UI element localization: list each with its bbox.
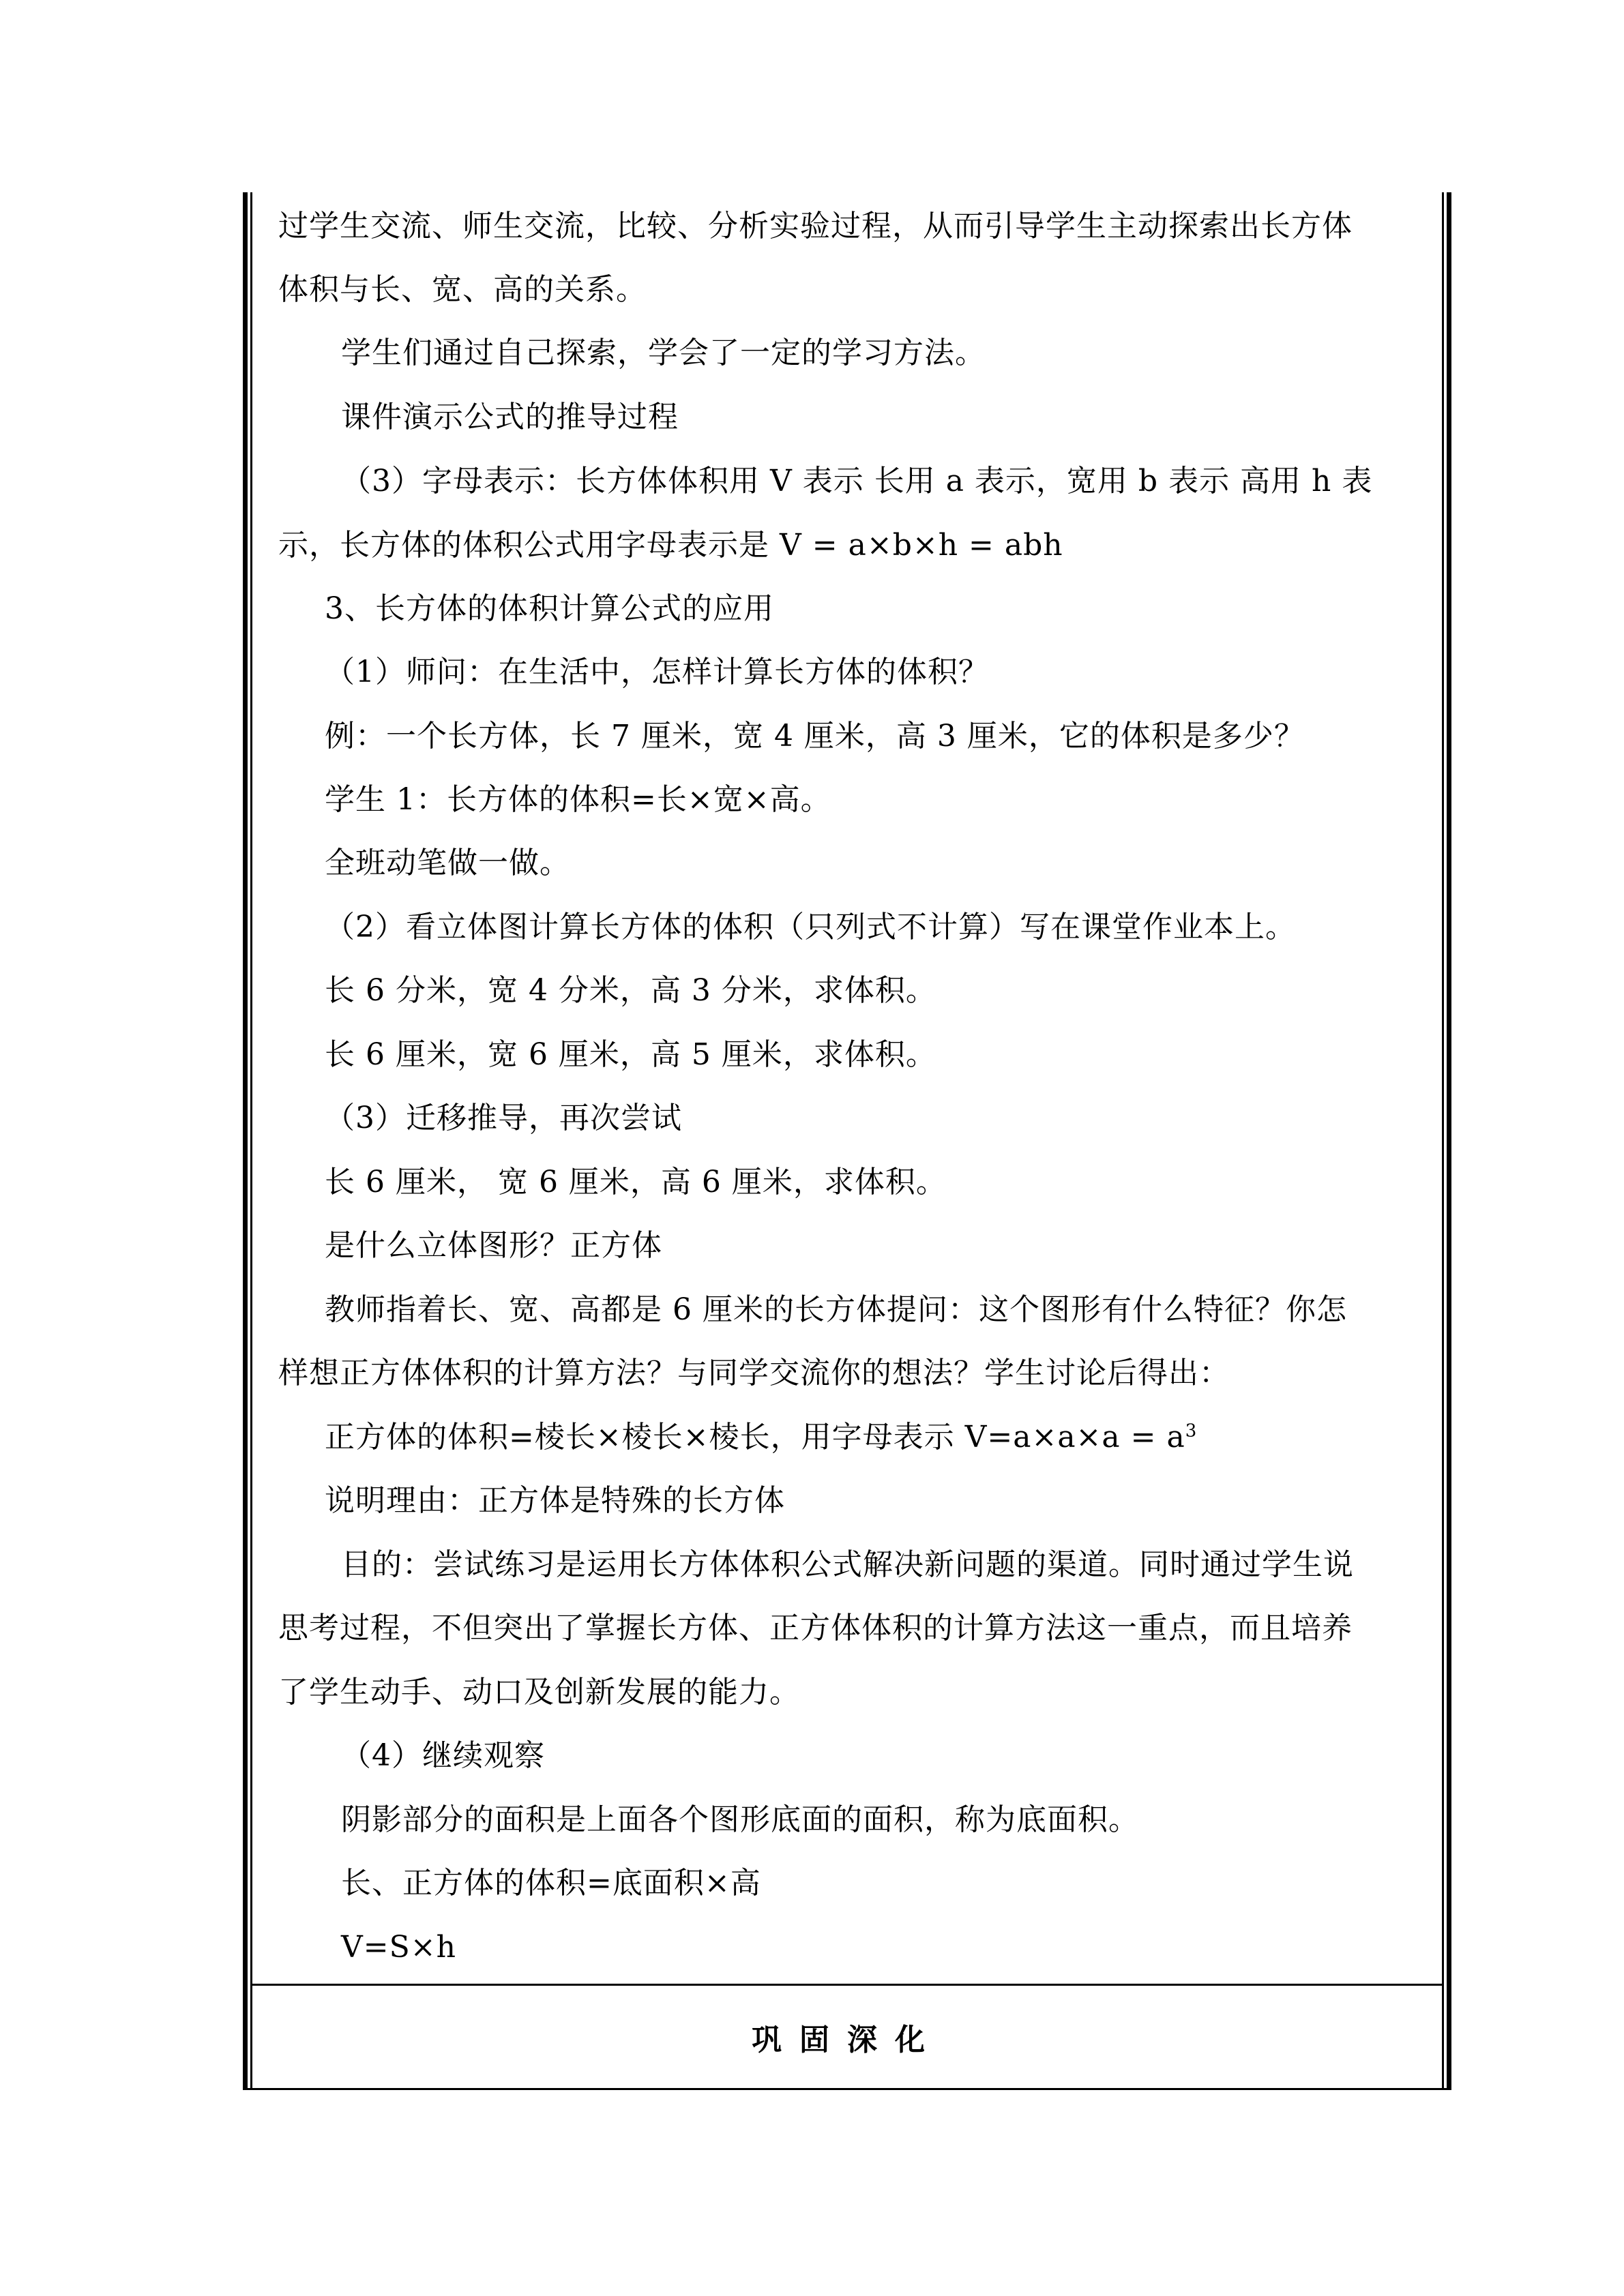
text-line: 样想正方体体积的计算方法？与同学交流你的想法？学生讨论后得出：	[278, 1356, 1230, 1390]
table-border-right-outer	[1447, 192, 1451, 2090]
text-line-with-superscript	[325, 1417, 1197, 1458]
text-line: 了学生动手、动口及创新发展的能力。	[278, 1675, 800, 1710]
table-border-right-inner	[1442, 192, 1444, 2090]
text-line: 教师指着长、宽、高都是 6 厘米的长方体提问：这个图形有什么特征？你怎	[325, 1292, 1347, 1327]
text-line: 思考过程，不但突出了掌握长方体、正方体体积的计算方法这一重点，而且培养	[278, 1611, 1353, 1645]
text-line: 示，长方体的体积公式用字母表示是 V = a×b×h = abh	[278, 528, 1063, 563]
text-line: 过学生交流、师生交流，比较、分析实验过程，从而引导学生主动探索出长方体	[278, 209, 1353, 243]
text-line: V=S×h	[341, 1930, 456, 1965]
text-line: 长 6 厘米， 宽 6 厘米，高 6 厘米，求体积。	[325, 1165, 947, 1199]
text-line: （3）迁移推导，再次尝试	[325, 1101, 682, 1135]
text-line: 阴影部分的面积是上面各个图形底面的面积，称为底面积。	[341, 1802, 1139, 1837]
text-line: 课件演示公式的推导过程	[341, 400, 679, 434]
text-line: 说明理由：正方体是特殊的长方体	[325, 1483, 785, 1518]
text-line: 体积与长、宽、高的关系。	[278, 272, 647, 307]
text-line: 学生们通过自己探索，学会了一定的学习方法。	[341, 336, 986, 370]
text-line: 长 6 分米，宽 4 分米，高 3 分米，求体积。	[325, 973, 936, 1008]
text-line: 是什么立体图形？正方体	[325, 1228, 662, 1263]
text-line: 长 6 厘米，宽 6 厘米，高 5 厘米，求体积。	[325, 1037, 936, 1072]
text-line: （1）师问：在生活中，怎样计算长方体的体积？	[325, 655, 989, 689]
text-line: 全班动笔做一做。	[325, 846, 570, 880]
text-line: 例：一个长方体，长 7 厘米，宽 4 厘米，高 3 厘米，它的体积是多少？	[325, 719, 1305, 754]
text-line: （4）继续观察	[341, 1738, 545, 1773]
text-line: （3）字母表示：长方体体积用 V 表示 长用 a 表示，宽用 b 表示 高用 h 表	[341, 464, 1373, 498]
section-heading: 巩固深化	[752, 2023, 943, 2057]
table-border-left-outer	[243, 192, 248, 2090]
superscript-exponent: 3	[1185, 1420, 1198, 1442]
text-line: （2）看立体图计算长方体的体积（只列式不计算）写在课堂作业本上。	[325, 910, 1296, 944]
text-line: 目的：尝试练习是运用长方体体积公式解决新问题的渠道。同时通过学生说	[341, 1547, 1354, 1582]
lesson-table	[243, 192, 1451, 2090]
text-line: 学生 1：长方体的体积=长×宽×高。	[325, 782, 831, 817]
table-border-bottom	[243, 2088, 1451, 2090]
text-line: 3、长方体的体积计算公式的应用	[325, 591, 774, 626]
table-border-left-inner	[250, 192, 252, 2090]
text-line: 长、正方体的体积=底面积×高	[341, 1866, 761, 1900]
formula-text: 正方体的体积=棱长×棱长×棱长，用字母表示 V=a×a×a = a	[325, 1420, 1185, 1455]
